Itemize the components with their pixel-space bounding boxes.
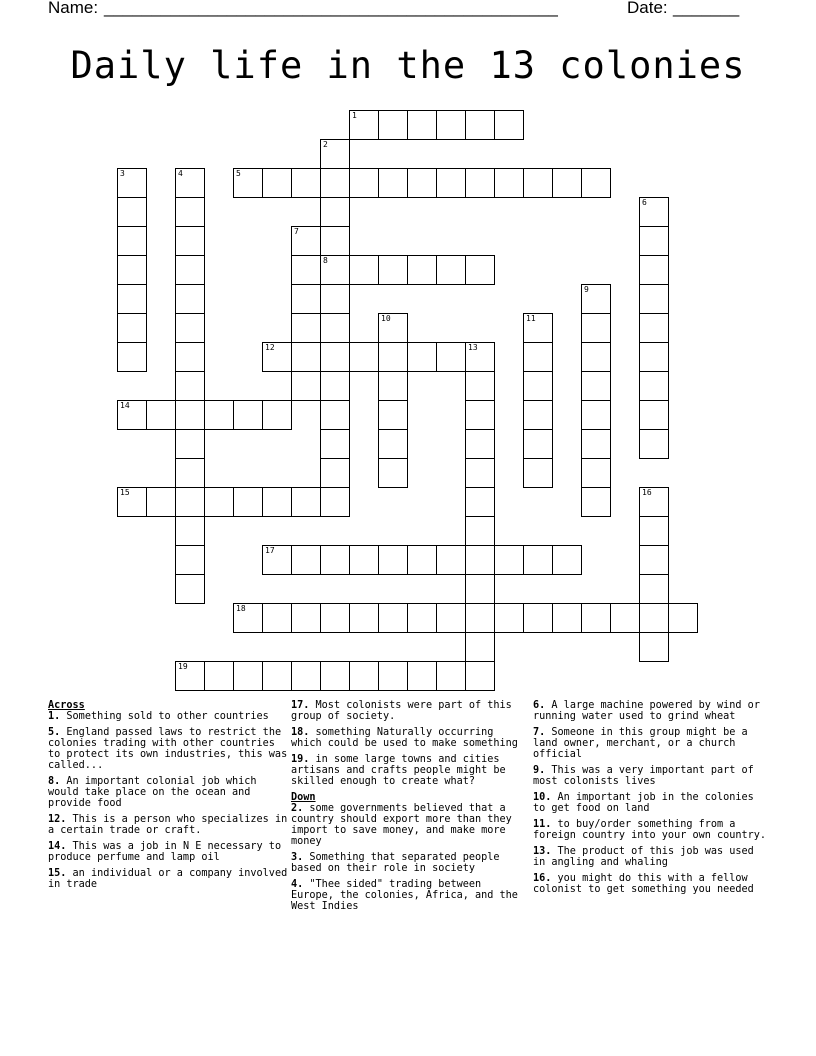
grid-cell[interactable] [349,255,379,285]
grid-cell[interactable] [320,168,350,198]
grid-cell[interactable] [407,255,437,285]
clue-number-label: 12. [48,814,67,825]
clue-item [48,776,288,809]
grid-cell[interactable] [639,197,669,227]
clue-number: 15 [120,488,130,497]
clue-number-label: 10. [533,792,552,803]
clue-number: 19 [178,662,188,671]
puzzle-title: Daily life in the 13 colonies [70,44,746,87]
grid-cell[interactable] [349,168,379,198]
grid-cell[interactable] [494,603,524,633]
across-clue-list-continued [291,700,529,787]
grid-cell[interactable] [639,255,669,285]
grid-cell[interactable] [320,197,350,227]
grid-cell[interactable] [378,429,408,459]
grid-cell[interactable] [262,487,292,517]
grid-cell[interactable] [117,313,147,343]
grid-cell[interactable] [465,632,495,662]
grid-cell[interactable] [465,545,495,575]
clue-item [533,846,769,868]
name-blank[interactable]: ________________________________________________ [104,0,558,17]
grid-cell[interactable] [494,110,524,140]
grid-cell[interactable] [523,545,553,575]
clue-text: to buy/order something from a foreign country into your own country. [533,819,767,841]
grid-cell[interactable] [465,603,495,633]
grid-cell[interactable] [146,400,176,430]
grid-cell[interactable] [639,487,669,517]
grid-cell[interactable] [233,487,263,517]
grid-cell[interactable] [117,487,147,517]
clue-item [48,814,288,836]
grid-cell[interactable] [407,603,437,633]
name-label: Name: [48,0,99,17]
grid-cell[interactable] [639,371,669,401]
grid-cell[interactable] [378,168,408,198]
grid-cell[interactable] [552,603,582,633]
grid-cell[interactable] [378,400,408,430]
clue-number-label: 5. [48,727,61,738]
clues-column-1 [48,700,288,895]
grid-cell[interactable] [175,429,205,459]
grid-cell[interactable] [262,342,292,372]
grid-cell[interactable] [436,255,466,285]
clue-number-label: 4. [291,879,304,890]
grid-cell[interactable] [639,400,669,430]
grid-cell[interactable] [407,661,437,691]
clue-item [533,727,769,760]
clue-text: Something that separated people based on their role in society [291,852,500,874]
grid-cell[interactable] [407,110,437,140]
grid-cell[interactable] [552,168,582,198]
clue-number-label: 16. [533,873,552,884]
clue-number: 3 [120,169,125,178]
grid-cell[interactable] [465,574,495,604]
grid-cell[interactable] [639,342,669,372]
grid-cell[interactable] [581,168,611,198]
grid-cell[interactable] [523,429,553,459]
grid-cell[interactable] [262,168,292,198]
grid-cell[interactable] [523,168,553,198]
clue-number-label: 2. [291,803,304,814]
grid-cell[interactable] [378,458,408,488]
grid-cell[interactable] [494,545,524,575]
grid-cell[interactable] [320,139,350,169]
grid-cell[interactable] [175,487,205,517]
clue-text: A large machine powered by wind or running water used to grind wheat [533,700,760,722]
grid-cell[interactable] [204,400,234,430]
grid-cell[interactable] [262,661,292,691]
grid-cell[interactable] [523,400,553,430]
grid-cell[interactable] [465,487,495,517]
clue-number-label: 8. [48,776,61,787]
grid-cell[interactable] [175,226,205,256]
date-blank[interactable]: _______ [673,0,740,17]
grid-cell[interactable] [436,168,466,198]
clue-number-label: 14. [48,841,67,852]
clue-number: 6 [642,198,647,207]
grid-cell[interactable] [233,168,263,198]
clue-item [533,819,769,841]
grid-cell[interactable] [436,545,466,575]
grid-cell[interactable] [175,400,205,430]
clue-number: 10 [381,314,391,323]
grid-cell[interactable] [291,313,321,343]
clue-number-label: 15. [48,868,67,879]
grid-cell[interactable] [262,603,292,633]
grid-cell[interactable] [523,342,553,372]
grid-cell[interactable] [291,545,321,575]
clue-item [48,711,288,722]
grid-cell[interactable] [262,400,292,430]
grid-cell[interactable] [639,516,669,546]
clue-number-label: 6. [533,700,546,711]
clue-number: 16 [642,488,652,497]
grid-cell[interactable] [175,197,205,227]
grid-cell[interactable] [639,284,669,314]
grid-cell[interactable] [436,603,466,633]
grid-cell[interactable] [320,429,350,459]
clue-number: 2 [323,140,328,149]
grid-cell[interactable] [465,516,495,546]
grid-cell[interactable] [581,342,611,372]
grid-cell[interactable] [581,400,611,430]
grid-cell[interactable] [378,603,408,633]
clue-item [48,727,288,771]
grid-cell[interactable] [320,313,350,343]
grid-cell[interactable] [610,603,640,633]
grid-cell[interactable] [320,661,350,691]
clue-number: 12 [265,343,275,352]
clue-item [291,852,529,874]
grid-cell[interactable] [175,574,205,604]
down-heading: Down [291,792,316,803]
grid-cell[interactable] [175,168,205,198]
clue-number-label: 1. [48,711,61,722]
clue-text: something Naturally occurring which could be used to make something [291,727,518,749]
grid-cell[interactable] [407,168,437,198]
grid-cell[interactable] [117,342,147,372]
grid-cell[interactable] [320,371,350,401]
grid-cell[interactable] [175,313,205,343]
clues-column-2 [291,700,529,917]
grid-cell[interactable] [639,429,669,459]
grid-cell[interactable] [378,313,408,343]
grid-cell[interactable] [349,603,379,633]
clue-text: This is a person who specializes in a certain trade or craft. [48,814,288,836]
clue-item [48,868,288,890]
grid-cell[interactable] [175,458,205,488]
grid-cell[interactable] [349,545,379,575]
grid-cell[interactable] [175,284,205,314]
grid-cell[interactable] [349,110,379,140]
grid-cell[interactable] [349,342,379,372]
grid-cell[interactable] [378,545,408,575]
grid-cell[interactable] [320,226,350,256]
grid-cell[interactable] [117,197,147,227]
grid-cell[interactable] [117,168,147,198]
grid-cell[interactable] [465,255,495,285]
clue-text: Someone in this group might be a land owner, merchant, or a church official [533,727,748,760]
grid-cell[interactable] [117,255,147,285]
grid-cell[interactable] [639,545,669,575]
grid-cell[interactable] [175,255,205,285]
down-clue-list [291,803,529,912]
grid-cell[interactable] [436,110,466,140]
grid-cell[interactable] [291,284,321,314]
grid-cell[interactable] [378,342,408,372]
clue-number: 18 [236,604,246,613]
grid-cell[interactable] [175,545,205,575]
clue-text: an individual or a company involved in trade [48,868,288,890]
grid-cell[interactable] [465,661,495,691]
grid-cell[interactable] [233,661,263,691]
clue-number: 7 [294,227,299,236]
grid-cell[interactable] [465,168,495,198]
grid-cell[interactable] [291,603,321,633]
clue-text: "Thee sided" trading between Europe, the colonies, Africa, and the West Indies [291,879,518,912]
clue-item [533,873,769,895]
grid-cell[interactable] [349,661,379,691]
grid-cell[interactable] [465,458,495,488]
grid-cell[interactable] [291,342,321,372]
clue-item [291,700,529,722]
clue-number: 1 [352,111,357,120]
grid-cell[interactable] [436,342,466,372]
grid-cell[interactable] [639,632,669,662]
clue-number-label: 18. [291,727,310,738]
grid-cell[interactable] [639,313,669,343]
clue-text: some governments believed that a country should export more than they import to save money, and make more money [291,803,512,847]
grid-cell[interactable] [581,487,611,517]
clue-item [291,879,529,912]
grid-cell[interactable] [407,545,437,575]
grid-cell[interactable] [581,429,611,459]
grid-cell[interactable] [494,168,524,198]
grid-cell[interactable] [581,371,611,401]
clue-number: 11 [526,314,536,323]
grid-cell[interactable] [175,342,205,372]
grid-cell[interactable] [378,371,408,401]
grid-cell[interactable] [320,400,350,430]
grid-cell[interactable] [465,110,495,140]
grid-cell[interactable] [523,603,553,633]
clue-text: England passed laws to restrict the colonies trading with other countries to protect its own industries, this was called... [48,727,288,771]
grid-cell[interactable] [204,661,234,691]
grid-cell[interactable] [523,371,553,401]
clue-item [291,727,529,749]
down-clue-list-continued [533,700,769,895]
grid-cell[interactable] [523,458,553,488]
clue-number: 14 [120,401,130,410]
grid-cell[interactable] [233,400,263,430]
grid-cell[interactable] [117,226,147,256]
clue-number: 8 [323,256,328,265]
grid-cell[interactable] [581,603,611,633]
grid-cell[interactable] [465,429,495,459]
clue-text: Most colonists were part of this group of society. [291,700,512,722]
grid-cell[interactable] [639,603,669,633]
clue-text: in some large towns and cities artisans and crafts people might be skilled enough to create what? [291,754,506,787]
grid-cell[interactable] [668,603,698,633]
grid-cell[interactable] [320,284,350,314]
clue-text: you might do this with a fellow colonist to get something you needed [533,873,754,895]
clue-text: An important colonial job which would take place on the ocean and provide food [48,776,257,809]
grid-cell[interactable] [291,661,321,691]
grid-cell[interactable] [320,255,350,285]
grid-cell[interactable] [233,603,263,633]
grid-cell[interactable] [175,661,205,691]
clue-number-label: 7. [533,727,546,738]
grid-cell[interactable] [581,458,611,488]
clue-item [533,700,769,722]
clue-number: 4 [178,169,183,178]
across-heading: Across [48,700,85,711]
clue-number: 13 [468,343,478,352]
clue-number: 5 [236,169,241,178]
grid-cell[interactable] [262,545,292,575]
clue-text: An important job in the colonies to get food on land [533,792,754,814]
clue-number-label: 3. [291,852,304,863]
clue-number: 17 [265,546,275,555]
clue-item [48,841,288,863]
grid-cell[interactable] [320,342,350,372]
grid-cell[interactable] [378,661,408,691]
grid-cell[interactable] [378,255,408,285]
clue-text: This was a very important part of most colonists lives [533,765,754,787]
grid-cell[interactable] [407,342,437,372]
grid-cell[interactable] [378,110,408,140]
across-clue-list [48,711,288,890]
clue-number-label: 13. [533,846,552,857]
grid-cell[interactable] [291,487,321,517]
grid-cell[interactable] [581,284,611,314]
date-label: Date: [627,0,668,17]
grid-cell[interactable] [552,545,582,575]
clue-text: The product of this job was used in angling and whaling [533,846,754,868]
grid-cell[interactable] [436,661,466,691]
grid-cell[interactable] [320,603,350,633]
grid-cell[interactable] [320,487,350,517]
grid-cell[interactable] [523,313,553,343]
grid-cell[interactable] [175,516,205,546]
grid-cell[interactable] [320,545,350,575]
grid-cell[interactable] [117,284,147,314]
clue-number-label: 19. [291,754,310,765]
clue-item [533,765,769,787]
grid-cell[interactable] [320,458,350,488]
grid-cell[interactable] [465,371,495,401]
clue-number-label: 17. [291,700,310,711]
grid-cell[interactable] [117,400,147,430]
grid-cell[interactable] [639,574,669,604]
grid-cell[interactable] [146,487,176,517]
clue-item [291,754,529,787]
clue-number-label: 9. [533,765,546,776]
grid-cell[interactable] [291,371,321,401]
clue-item [533,792,769,814]
grid-cell[interactable] [291,255,321,285]
clue-number-label: 11. [533,819,552,830]
grid-cell[interactable] [204,487,234,517]
grid-cell[interactable] [581,313,611,343]
clue-text: Something sold to other countries [60,711,269,722]
grid-cell[interactable] [291,168,321,198]
grid-cell[interactable] [175,371,205,401]
grid-cell[interactable] [639,226,669,256]
grid-cell[interactable] [291,226,321,256]
clue-item [291,803,529,847]
grid-cell[interactable] [465,342,495,372]
grid-cell[interactable] [465,400,495,430]
clue-number: 9 [584,285,589,294]
clues-column-3 [533,700,769,900]
clue-text: This was a job in N E necessary to produce perfume and lamp oil [48,841,282,863]
